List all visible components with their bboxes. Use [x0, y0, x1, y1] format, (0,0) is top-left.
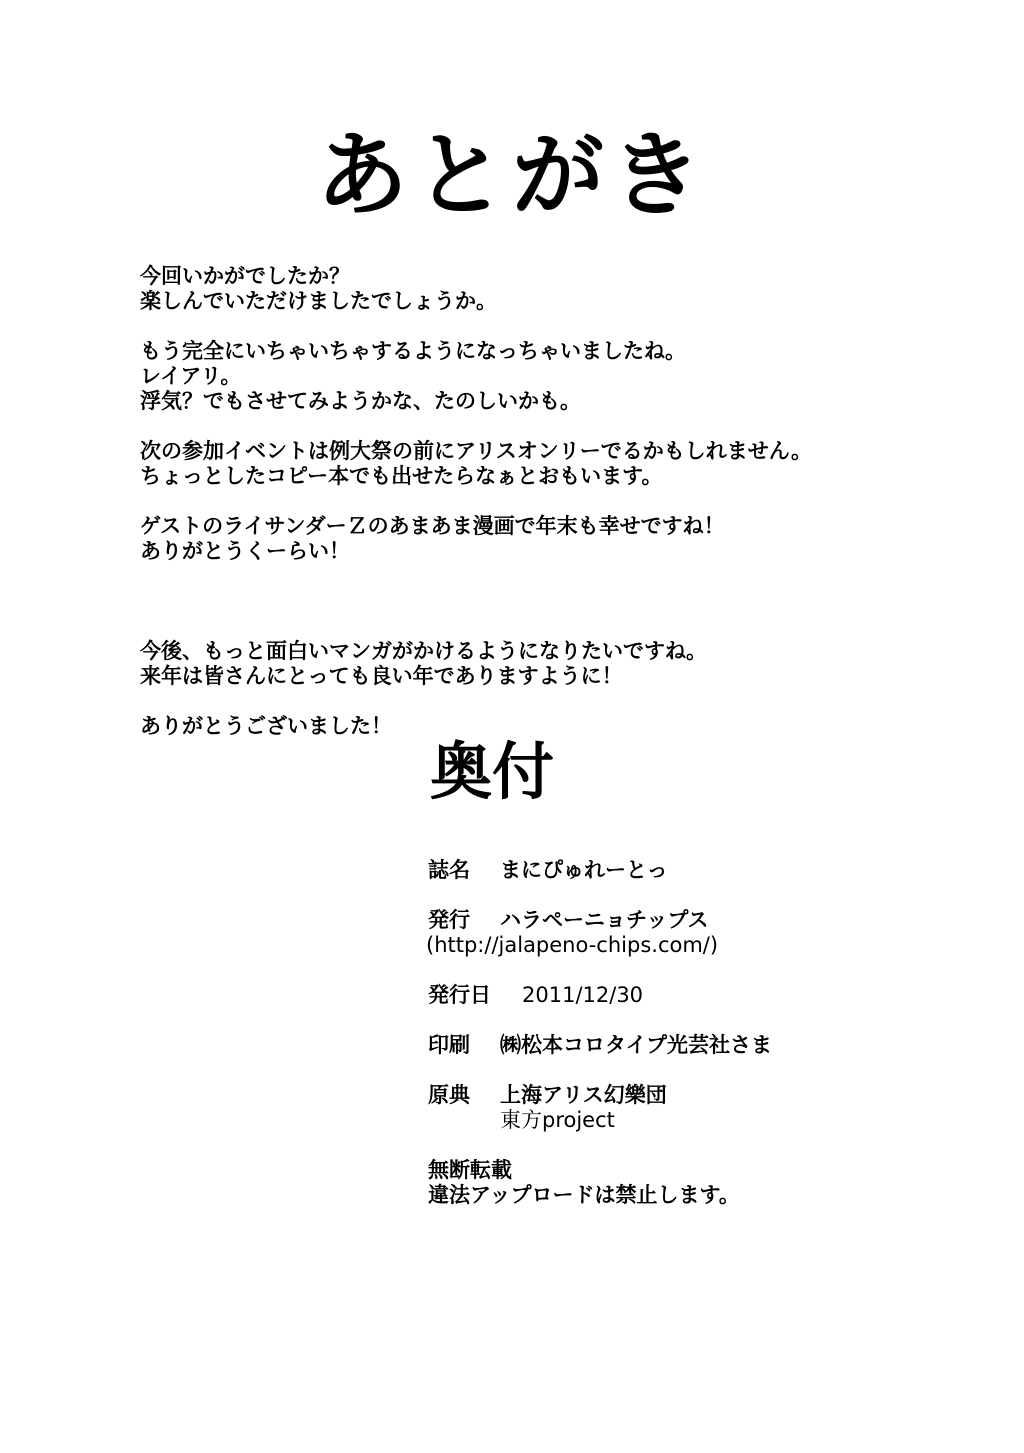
afterword-line: ありがとうくーらい！ — [140, 539, 350, 563]
afterword-line: ゲストのライサンダーＺのあまあま漫画で年末も幸せですね！ — [140, 514, 725, 538]
afterword-paragraph — [140, 264, 1000, 314]
magazine-label: 誌名 — [428, 858, 470, 882]
afterword-line: ちょっとしたコピー本でも出せたらなぁとおもいます。 — [140, 464, 663, 488]
colophon-row-publisher — [428, 908, 1008, 933]
date-value: 2011/12/30 — [522, 983, 644, 1007]
afterword-paragraph — [140, 439, 1000, 489]
afterword-line: 今後、もっと面白いマンガがかけるようになりたいですね。 — [140, 639, 707, 663]
copyright-notice — [428, 1158, 1008, 1208]
colophon-row-magazine — [428, 858, 1008, 883]
afterword-body — [140, 264, 1000, 764]
afterword-title: あとがき — [315, 121, 708, 229]
original-value-1: 上海アリス幻樂団 — [500, 1083, 667, 1107]
printer-label: 印刷 — [428, 1033, 470, 1057]
publisher-value: ハラペーニョチップス — [500, 908, 709, 932]
afterword-line: 今回いかがでしたか？ — [140, 264, 350, 288]
publisher-url: (http://jalapeno-chips.com/) — [426, 933, 719, 957]
afterword-line: レイアリ。 — [140, 364, 242, 388]
publisher-label: 発行 — [428, 908, 470, 932]
afterword-paragraph — [140, 714, 1000, 739]
colophon-row-original — [428, 1083, 1008, 1133]
afterword-line: 浮気？でもさせてみようかな、たのしいかも。 — [140, 389, 581, 413]
notice-line-2: 違法アップロードは禁止します。 — [428, 1183, 740, 1207]
publisher-url-row — [428, 933, 1008, 958]
notice-line-1: 無断転載 — [428, 1158, 512, 1182]
afterword-paragraph — [140, 514, 1000, 564]
colophon-row-date — [428, 983, 1008, 1008]
afterword-line: 楽しんでいただけましたでしょうか。 — [140, 289, 497, 313]
original-label: 原典 — [428, 1083, 470, 1107]
afterword-line: もう完全にいちゃいちゃするようになっちゃいましたね。 — [140, 339, 686, 363]
colophon-row-printer — [428, 1033, 1008, 1058]
afterword-line: 次の参加イベントは例大祭の前にアリスオンリーでるかもしれません。 — [140, 439, 812, 463]
afterword-paragraph — [140, 339, 1000, 414]
afterword-line: 来年は皆さんにとっても良い年でありますように！ — [140, 664, 623, 688]
colophon-details — [428, 858, 1008, 1208]
printer-value: ㈱松本コロタイプ光芸社さま — [500, 1033, 772, 1057]
magazine-value: まにぴゅれーとっ — [500, 858, 668, 882]
original-value-2: 東方project — [500, 1108, 615, 1132]
colophon-title: 奥付 — [430, 735, 555, 808]
afterword-closing: ありがとうございました！ — [140, 714, 392, 738]
date-label: 発行日 — [428, 983, 491, 1007]
afterword-paragraph — [140, 639, 1000, 689]
